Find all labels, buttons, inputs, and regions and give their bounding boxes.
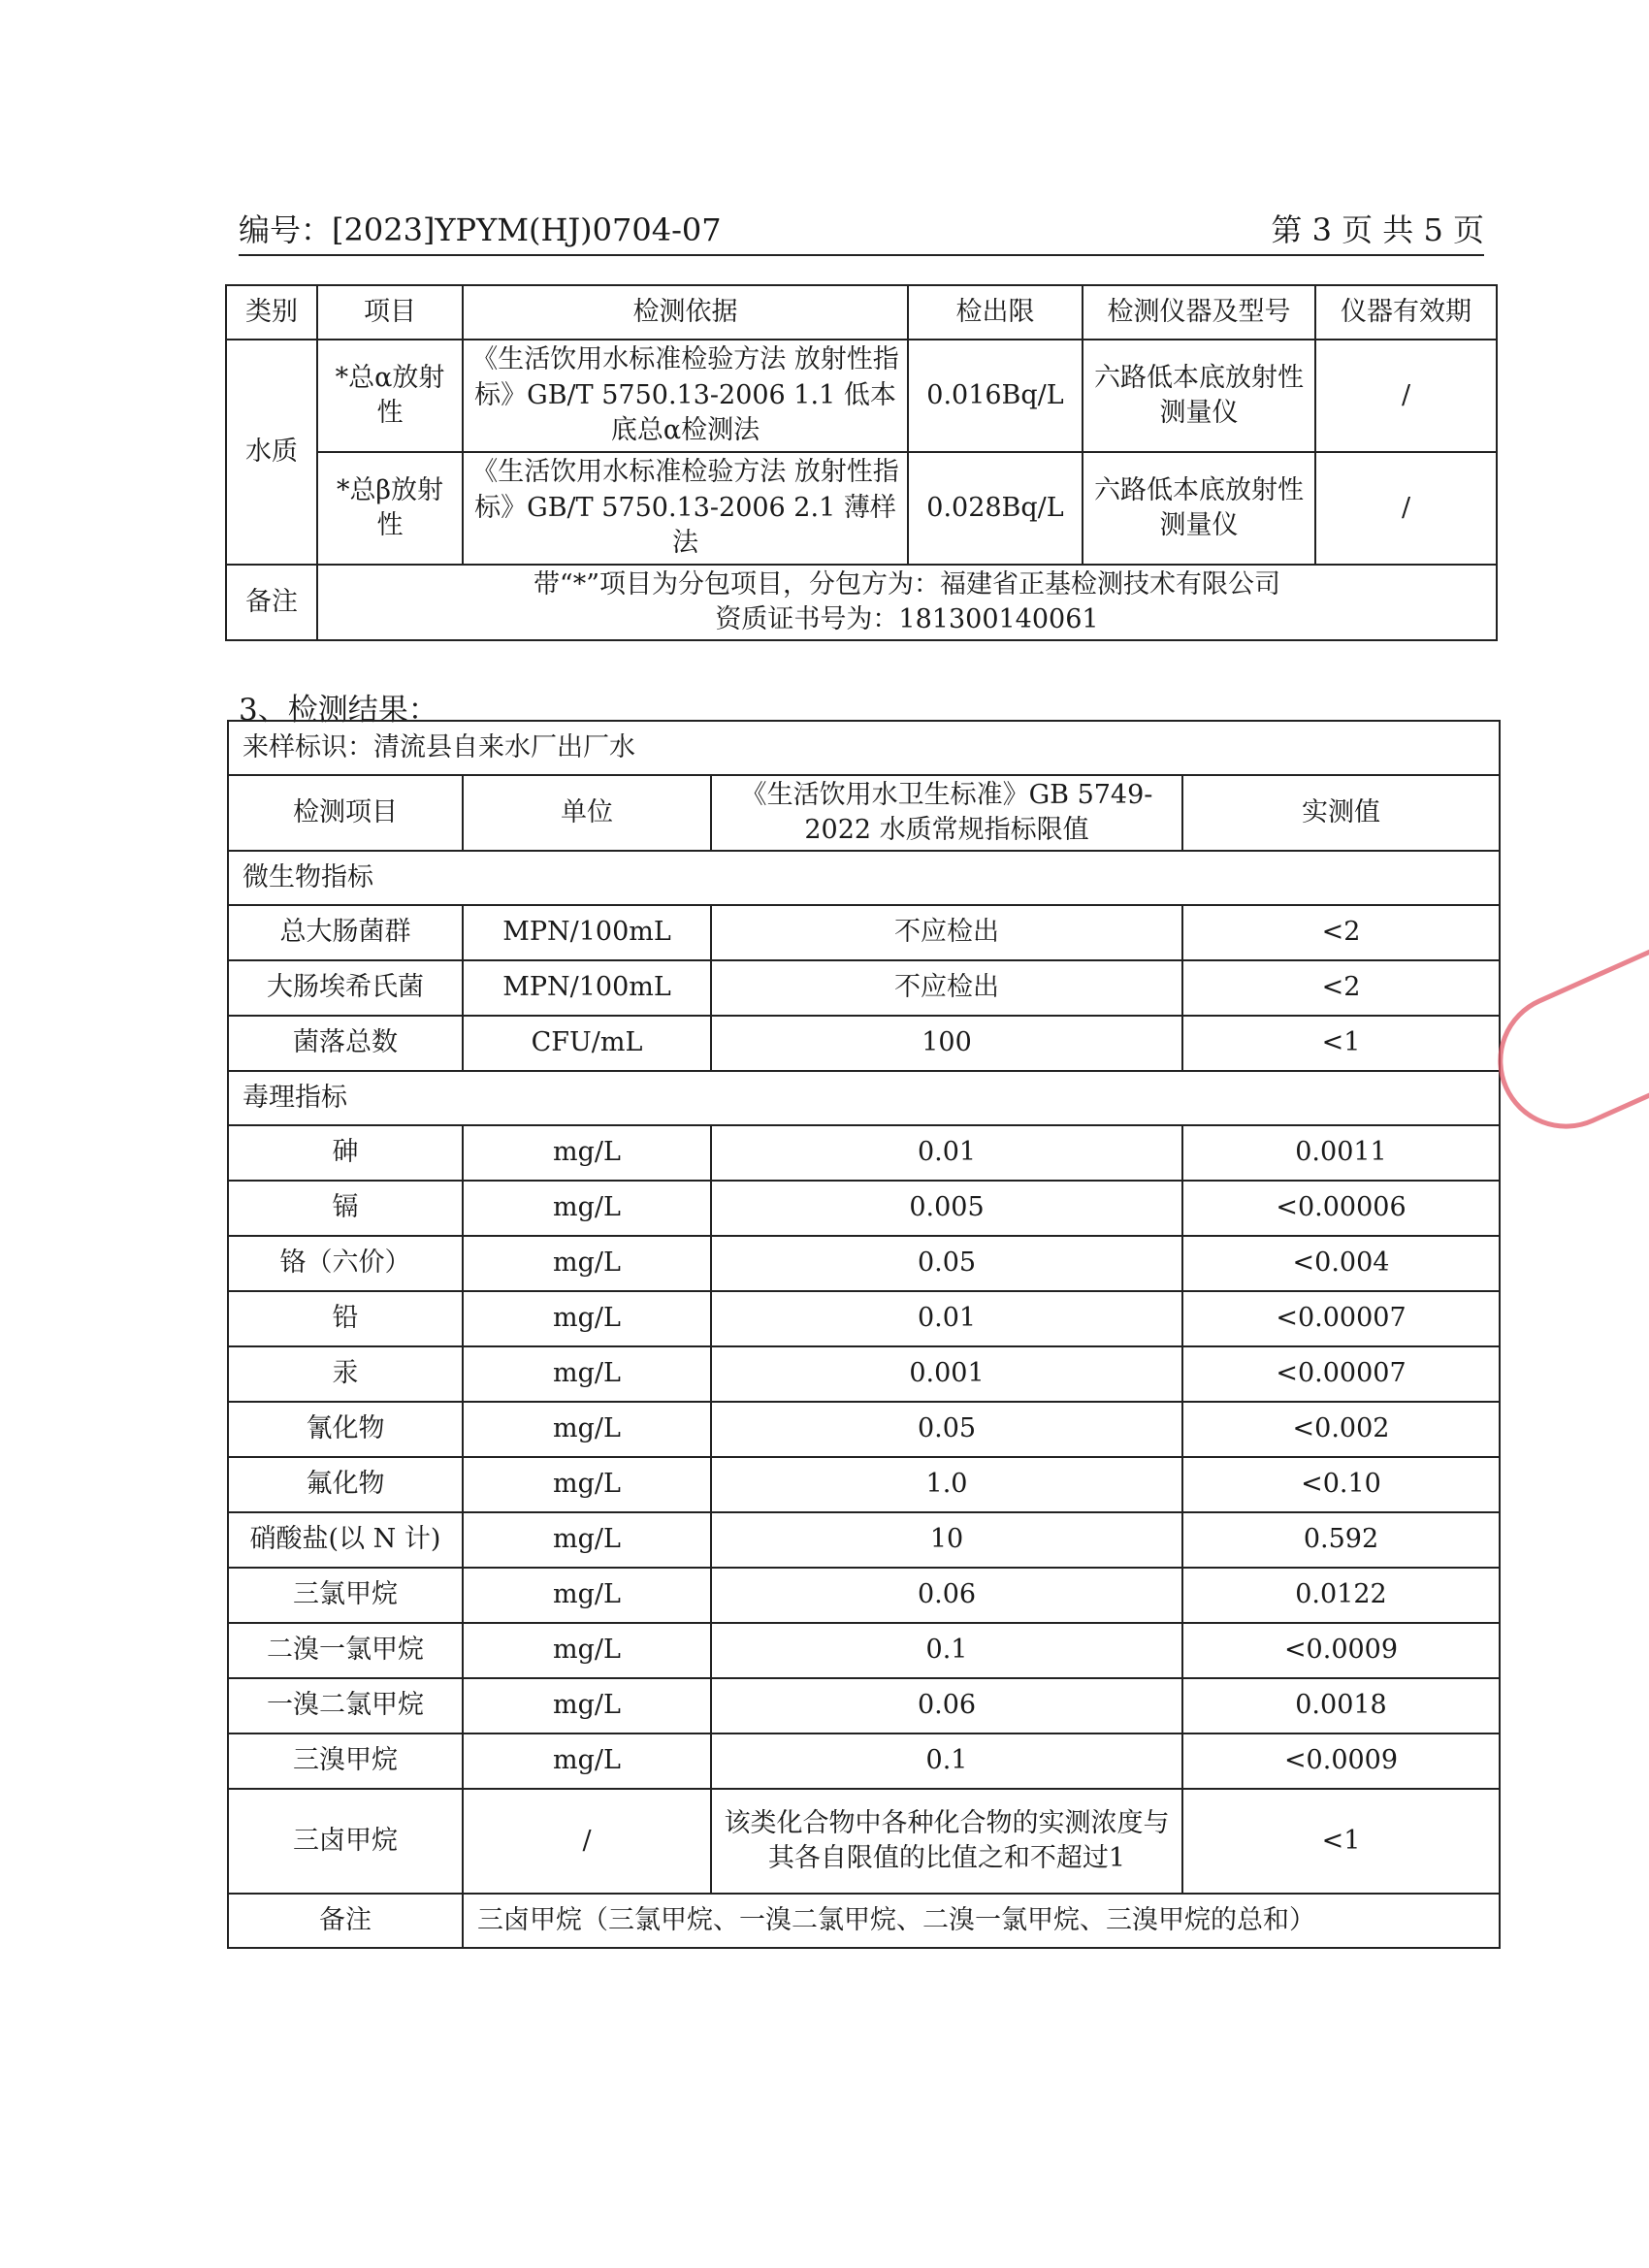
remark-line: 资质证书号为：181300140061 xyxy=(715,604,1099,634)
header-limit: 检出限 xyxy=(908,285,1083,340)
test-item-cell: 氰化物 xyxy=(228,1402,463,1457)
limit-cell: 0.001 xyxy=(711,1346,1182,1402)
results-table xyxy=(227,720,1501,1949)
unit-cell: mg/L xyxy=(463,1623,711,1678)
unit-cell: mg/L xyxy=(463,1678,711,1733)
limit-cell: 0.01 xyxy=(711,1291,1182,1346)
table-row xyxy=(226,340,1497,452)
limit-cell: 10 xyxy=(711,1512,1182,1568)
category-cell: 水质 xyxy=(226,340,317,565)
unit-cell: mg/L xyxy=(463,1236,711,1291)
remark-label: 备注 xyxy=(226,565,317,640)
remark-row xyxy=(228,1894,1500,1948)
results-header-row xyxy=(228,775,1500,851)
header-item: 项目 xyxy=(317,285,463,340)
table-row xyxy=(228,1678,1500,1733)
header-test-item: 检测项目 xyxy=(228,775,463,851)
value-cell: 0.0018 xyxy=(1182,1678,1500,1733)
unit-cell: MPN/100mL xyxy=(463,960,711,1016)
value-cell: <2 xyxy=(1182,960,1500,1016)
remark-cell xyxy=(317,565,1497,640)
table-row xyxy=(228,1181,1500,1236)
limit-cell: 0.028Bq/L xyxy=(908,452,1083,565)
limit-cell: 0.06 xyxy=(711,1678,1182,1733)
instrument-cell: 六路低本底放射性测量仪 xyxy=(1083,452,1315,565)
value-cell: <0.10 xyxy=(1182,1457,1500,1512)
limit-cell: 100 xyxy=(711,1016,1182,1071)
unit-cell: mg/L xyxy=(463,1125,711,1181)
page-header xyxy=(239,206,1484,256)
value-cell: <0.00007 xyxy=(1182,1346,1500,1402)
header-validity: 仪器有效期 xyxy=(1315,285,1497,340)
table-row xyxy=(228,1402,1500,1457)
unit-cell: mg/L xyxy=(463,1181,711,1236)
table-row xyxy=(228,1125,1500,1181)
table-row xyxy=(228,1512,1500,1568)
item-cell: *总α放射性 xyxy=(317,340,463,452)
group-title-row xyxy=(228,851,1500,905)
table-row xyxy=(228,1789,1500,1894)
table-row xyxy=(228,1236,1500,1291)
header-basis: 检测依据 xyxy=(463,285,908,340)
header-measured-value: 实测值 xyxy=(1182,775,1500,851)
header-instrument: 检测仪器及型号 xyxy=(1083,285,1315,340)
table-row xyxy=(228,1291,1500,1346)
limit-cell: 0.05 xyxy=(711,1236,1182,1291)
section-title: 3、检测结果： xyxy=(239,693,438,728)
methods-header-row xyxy=(226,285,1497,340)
limit-cell: 0.06 xyxy=(711,1568,1182,1623)
methods-table xyxy=(225,284,1498,641)
table-row xyxy=(228,1623,1500,1678)
test-item-cell: 三卤甲烷 xyxy=(228,1789,463,1894)
header-category: 类别 xyxy=(226,285,317,340)
unit-cell: mg/L xyxy=(463,1346,711,1402)
limit-cell: 0.005 xyxy=(711,1181,1182,1236)
table-row xyxy=(228,1346,1500,1402)
value-cell: <1 xyxy=(1182,1789,1500,1894)
limit-cell: 不应检出 xyxy=(711,960,1182,1016)
value-cell: 0.0011 xyxy=(1182,1125,1500,1181)
value-cell: <0.0009 xyxy=(1182,1733,1500,1789)
table-row xyxy=(228,905,1500,960)
value-cell: <1 xyxy=(1182,1016,1500,1071)
unit-cell: mg/L xyxy=(463,1291,711,1346)
unit-cell: mg/L xyxy=(463,1568,711,1623)
test-item-cell: 三溴甲烷 xyxy=(228,1733,463,1789)
unit-cell: MPN/100mL xyxy=(463,905,711,960)
sample-id-row xyxy=(228,721,1500,775)
remark-cell: 三卤甲烷（三氯甲烷、一溴二氯甲烷、二溴一氯甲烷、三溴甲烷的总和） xyxy=(463,1894,1500,1948)
value-cell: 0.592 xyxy=(1182,1512,1500,1568)
limit-cell: 0.016Bq/L xyxy=(908,340,1083,452)
validity-cell: / xyxy=(1315,452,1497,565)
value-cell: 0.0122 xyxy=(1182,1568,1500,1623)
test-item-cell: 总大肠菌群 xyxy=(228,905,463,960)
item-cell: *总β放射性 xyxy=(317,452,463,565)
value-cell: <0.004 xyxy=(1182,1236,1500,1291)
table-row xyxy=(228,1733,1500,1789)
group-title-row xyxy=(228,1071,1500,1125)
header-unit: 单位 xyxy=(463,775,711,851)
page-info: 第 3 页 共 5 页 xyxy=(1271,211,1484,248)
basis-cell: 《生活饮用水标准检验方法 放射性指标》GB/T 5750.13-2006 2.1 薄样法 xyxy=(463,452,908,565)
table-row xyxy=(228,1016,1500,1071)
limit-cell: 0.1 xyxy=(711,1623,1182,1678)
unit-cell: CFU/mL xyxy=(463,1016,711,1071)
value-cell: <0.00007 xyxy=(1182,1291,1500,1346)
instrument-cell: 六路低本底放射性测量仪 xyxy=(1083,340,1315,452)
limit-cell: 不应检出 xyxy=(711,905,1182,960)
remark-label: 备注 xyxy=(228,1894,463,1948)
test-item-cell: 一溴二氯甲烷 xyxy=(228,1678,463,1733)
remark-line: 带“*”项目为分包项目，分包方为：福建省正基检测技术有限公司 xyxy=(533,568,1281,599)
test-item-cell: 铅 xyxy=(228,1291,463,1346)
basis-cell: 《生活饮用水标准检验方法 放射性指标》GB/T 5750.13-2006 1.1 低本底总α检测法 xyxy=(463,340,908,452)
limit-cell: 该类化合物中各种化合物的实测浓度与其各自限值的比值之和不超过1 xyxy=(711,1789,1182,1894)
validity-cell: / xyxy=(1315,340,1497,452)
company-seal xyxy=(1476,904,1649,1150)
sample-id: 来样标识：清流县自来水厂出厂水 xyxy=(228,721,1500,775)
doc-number: 编号：[2023]YPYM(HJ)0704-07 xyxy=(239,211,722,248)
unit-cell: mg/L xyxy=(463,1457,711,1512)
test-item-cell: 大肠埃希氏菌 xyxy=(228,960,463,1016)
limit-cell: 1.0 xyxy=(711,1457,1182,1512)
unit-cell: / xyxy=(463,1789,711,1894)
unit-cell: mg/L xyxy=(463,1402,711,1457)
table-row xyxy=(228,960,1500,1016)
test-item-cell: 砷 xyxy=(228,1125,463,1181)
limit-cell: 0.01 xyxy=(711,1125,1182,1181)
remark-row xyxy=(226,565,1497,640)
test-item-cell: 镉 xyxy=(228,1181,463,1236)
test-item-cell: 二溴一氯甲烷 xyxy=(228,1623,463,1678)
value-cell: <0.00006 xyxy=(1182,1181,1500,1236)
test-item-cell: 硝酸盐(以 N 计) xyxy=(228,1512,463,1568)
unit-cell: mg/L xyxy=(463,1512,711,1568)
value-cell: <2 xyxy=(1182,905,1500,960)
limit-cell: 0.05 xyxy=(711,1402,1182,1457)
value-cell: <0.002 xyxy=(1182,1402,1500,1457)
value-cell: <0.0009 xyxy=(1182,1623,1500,1678)
test-item-cell: 三氯甲烷 xyxy=(228,1568,463,1623)
table-row xyxy=(226,452,1497,565)
group-title: 微生物指标 xyxy=(228,851,1500,905)
test-item-cell: 氟化物 xyxy=(228,1457,463,1512)
header-standard-limit: 《生活饮用水卫生标准》GB 5749-2022 水质常规指标限值 xyxy=(711,775,1182,851)
test-item-cell: 铬（六价） xyxy=(228,1236,463,1291)
test-item-cell: 菌落总数 xyxy=(228,1016,463,1071)
limit-cell: 0.1 xyxy=(711,1733,1182,1789)
table-row xyxy=(228,1568,1500,1623)
table-row xyxy=(228,1457,1500,1512)
unit-cell: mg/L xyxy=(463,1733,711,1789)
group-title: 毒理指标 xyxy=(228,1071,1500,1125)
test-item-cell: 汞 xyxy=(228,1346,463,1402)
